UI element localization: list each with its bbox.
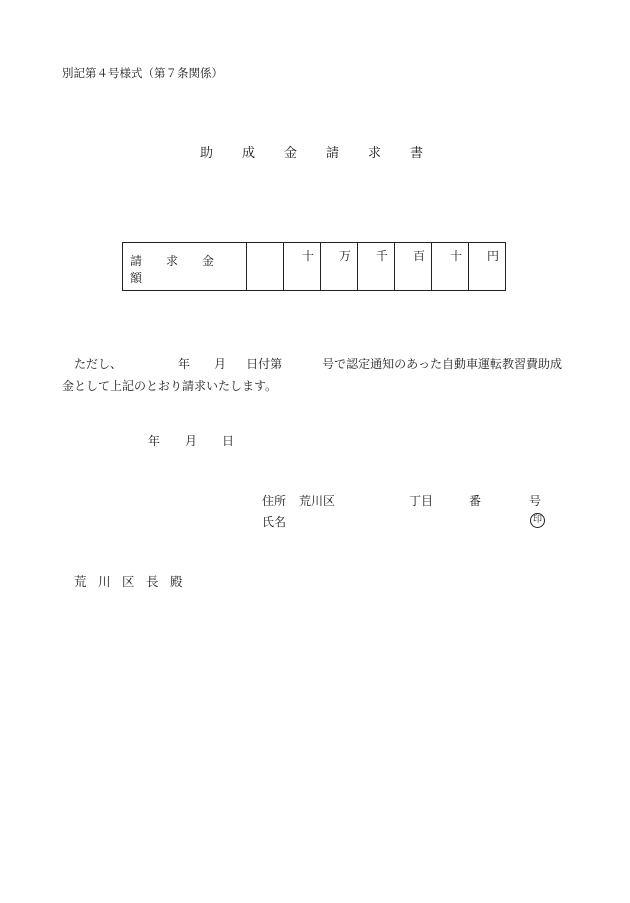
addressee-char: 殿 [170, 574, 183, 589]
title-char: 金 [284, 146, 298, 161]
title-char: 助 [200, 146, 214, 161]
addressee-char: 長 [146, 574, 159, 589]
title-char: 求 [368, 146, 382, 161]
date-year: 年 [148, 434, 161, 448]
digit-cell-ten-thousand[interactable] [321, 243, 358, 291]
claim-statement-line-2: 金として上記のとおり請求いたします。 [62, 379, 278, 393]
day-ref-label: 日付第 [246, 357, 283, 371]
digit-unit: 十 [301, 249, 314, 263]
month-label: 月 [214, 357, 227, 371]
address-chome: 丁目 [409, 494, 434, 508]
digit-cell-yen[interactable] [469, 243, 506, 291]
digit-unit: 万 [338, 249, 351, 263]
claim-statement [62, 353, 562, 397]
document-title [200, 147, 452, 161]
addressee [74, 575, 194, 589]
claim-amount-table [122, 242, 506, 291]
claim-statement-line-1 [62, 353, 562, 375]
label-char: 額 [130, 270, 143, 285]
seal-icon: 印 [530, 513, 545, 528]
submission-date [148, 434, 259, 448]
form-number: 別記第４号様式（第７条関係） [62, 66, 223, 80]
title-char: 書 [410, 146, 424, 161]
address-ward: 荒川区 [299, 494, 336, 508]
date-day: 日 [222, 434, 235, 448]
digit-unit: 十 [449, 249, 462, 263]
label-char: 金 [202, 253, 215, 268]
digit-unit: 百 [412, 249, 425, 263]
digit-cell[interactable] [247, 243, 284, 291]
label-char: 求 [166, 253, 179, 268]
digit-cell-thousand[interactable] [358, 243, 395, 291]
address-ban: 番 [469, 494, 482, 508]
addressee-char: 川 [98, 574, 111, 589]
addressee-char: 荒 [74, 574, 87, 589]
name-label: 氏名 [262, 515, 287, 529]
label-char: 請 [130, 253, 143, 268]
applicant-name [262, 515, 286, 529]
digit-cell-ten-thousand-ten[interactable] [284, 243, 321, 291]
lead-text: ただし、 [74, 357, 123, 371]
claim-amount-label [123, 248, 246, 286]
addressee-char: 区 [122, 574, 135, 589]
digit-unit: 千 [375, 249, 388, 263]
claim-amount-label-cell [123, 243, 247, 291]
applicant-address [262, 494, 541, 508]
title-char: 成 [242, 146, 256, 161]
digit-cell-ten[interactable] [432, 243, 469, 291]
date-month: 月 [185, 434, 198, 448]
digit-unit: 円 [486, 249, 499, 263]
digit-cell-hundred[interactable] [395, 243, 432, 291]
number-suffix-text: 号で認定通知のあった自動車運転教習費助成 [322, 357, 562, 371]
year-label: 年 [178, 357, 191, 371]
title-char: 請 [326, 146, 340, 161]
address-label: 住所 [262, 494, 287, 508]
address-go: 号 [529, 494, 542, 508]
